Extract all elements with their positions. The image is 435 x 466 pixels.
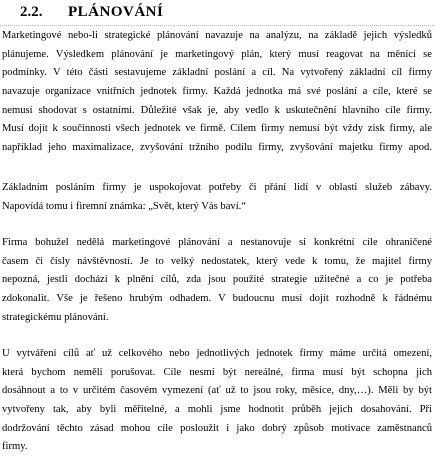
text-line: Základním posláním firmy je uspokojovat potřeby či přání lidí v oblasti služeb zábavy.: [2, 182, 432, 193]
text-line: Firma bohužel nedělá marketingové plánování a nestanovuje si konkrétní cíle ohraničené: [2, 237, 432, 248]
text-line: U vytváření cílů ať už celkového nebo jednotlivých jednotek firmy máme určitá omezení,: [2, 348, 432, 359]
text-line: navazuje organizace vnitřních jednotek firmy. Každá jednotka má své poslání a cíle, které se: [2, 86, 432, 98]
text-line: nepozná, jestli dochází k plnění cílů, zda jsou použité strategie užitečné a co je potřeba: [2, 274, 432, 286]
paragraph-mission: [2, 179, 432, 216]
paragraph-goal-constraints: [2, 345, 432, 457]
text-line: strategickému plánování.: [2, 311, 109, 323]
text-line: dodržování těchto zásad mohou cíle posloužit i jako dobrý způsob motivace zaměstnanců: [2, 422, 432, 434]
text-line: firmy.: [2, 441, 28, 453]
text-line: Marketingové nebo-li strategické plánování navazuje na analýzu, na základě jejich výsledků: [2, 30, 432, 41]
text-line: Musí dojít k součinnosti všech jednotek ve firmě. Cílem firmy nemusí být vždy zisk firmy, ale: [2, 123, 432, 135]
text-line: časem či čísly návštěvností. Je to velký nedostatek, který vede k tomu, že majitel firmy: [2, 255, 432, 267]
text-line: která bychom neměli porušovat. Cíle nesmí být nereálné, firma musí být schopna jich: [2, 366, 432, 378]
section-number: 2.2.: [20, 4, 43, 20]
text-line: zdokonalit. Vše je řešeno hrubým odhadem. V budoucnu musí dojít rozhodně k řádnému: [2, 293, 432, 305]
text-line: například jeho maximalizace, zvyšování tržního podílu firmy, zvyšování majetku firmy apod.: [2, 142, 432, 154]
text-line: podmínky. V této části sestavujeme základní poslání a cíl. Na vytvořený základní cíl firmy: [2, 67, 432, 79]
heading-divider: [0, 25, 435, 26]
text-line: dosáhnout a to v určitém časovém vymezení (ať už to jsou roky, měsíce, dny,…). Měli by být: [2, 385, 432, 397]
text-line: Napovídá tomu i firemní známka: „Svět, který Vás baví.“: [2, 200, 246, 212]
text-line: nemusí shodovat s ostatními. Důležité však je, aby vedlo k uskutečnění hlavního cíle firmy.: [2, 104, 432, 116]
paragraph-planning-intro: [2, 27, 432, 158]
section-heading: [20, 1, 163, 23]
paragraph-missing-planning: [2, 234, 432, 327]
section-title: PLÁNOVÁNÍ: [68, 4, 164, 20]
text-line: vytvořeny tak, aby byli měřitelné, a mohli jsme hodnotit průběh jejich dosahování. Při: [2, 404, 432, 416]
text-line: plánujeme. Výsledkem plánování je marketingový plán, který musí reagovat na měnící se: [2, 48, 432, 60]
